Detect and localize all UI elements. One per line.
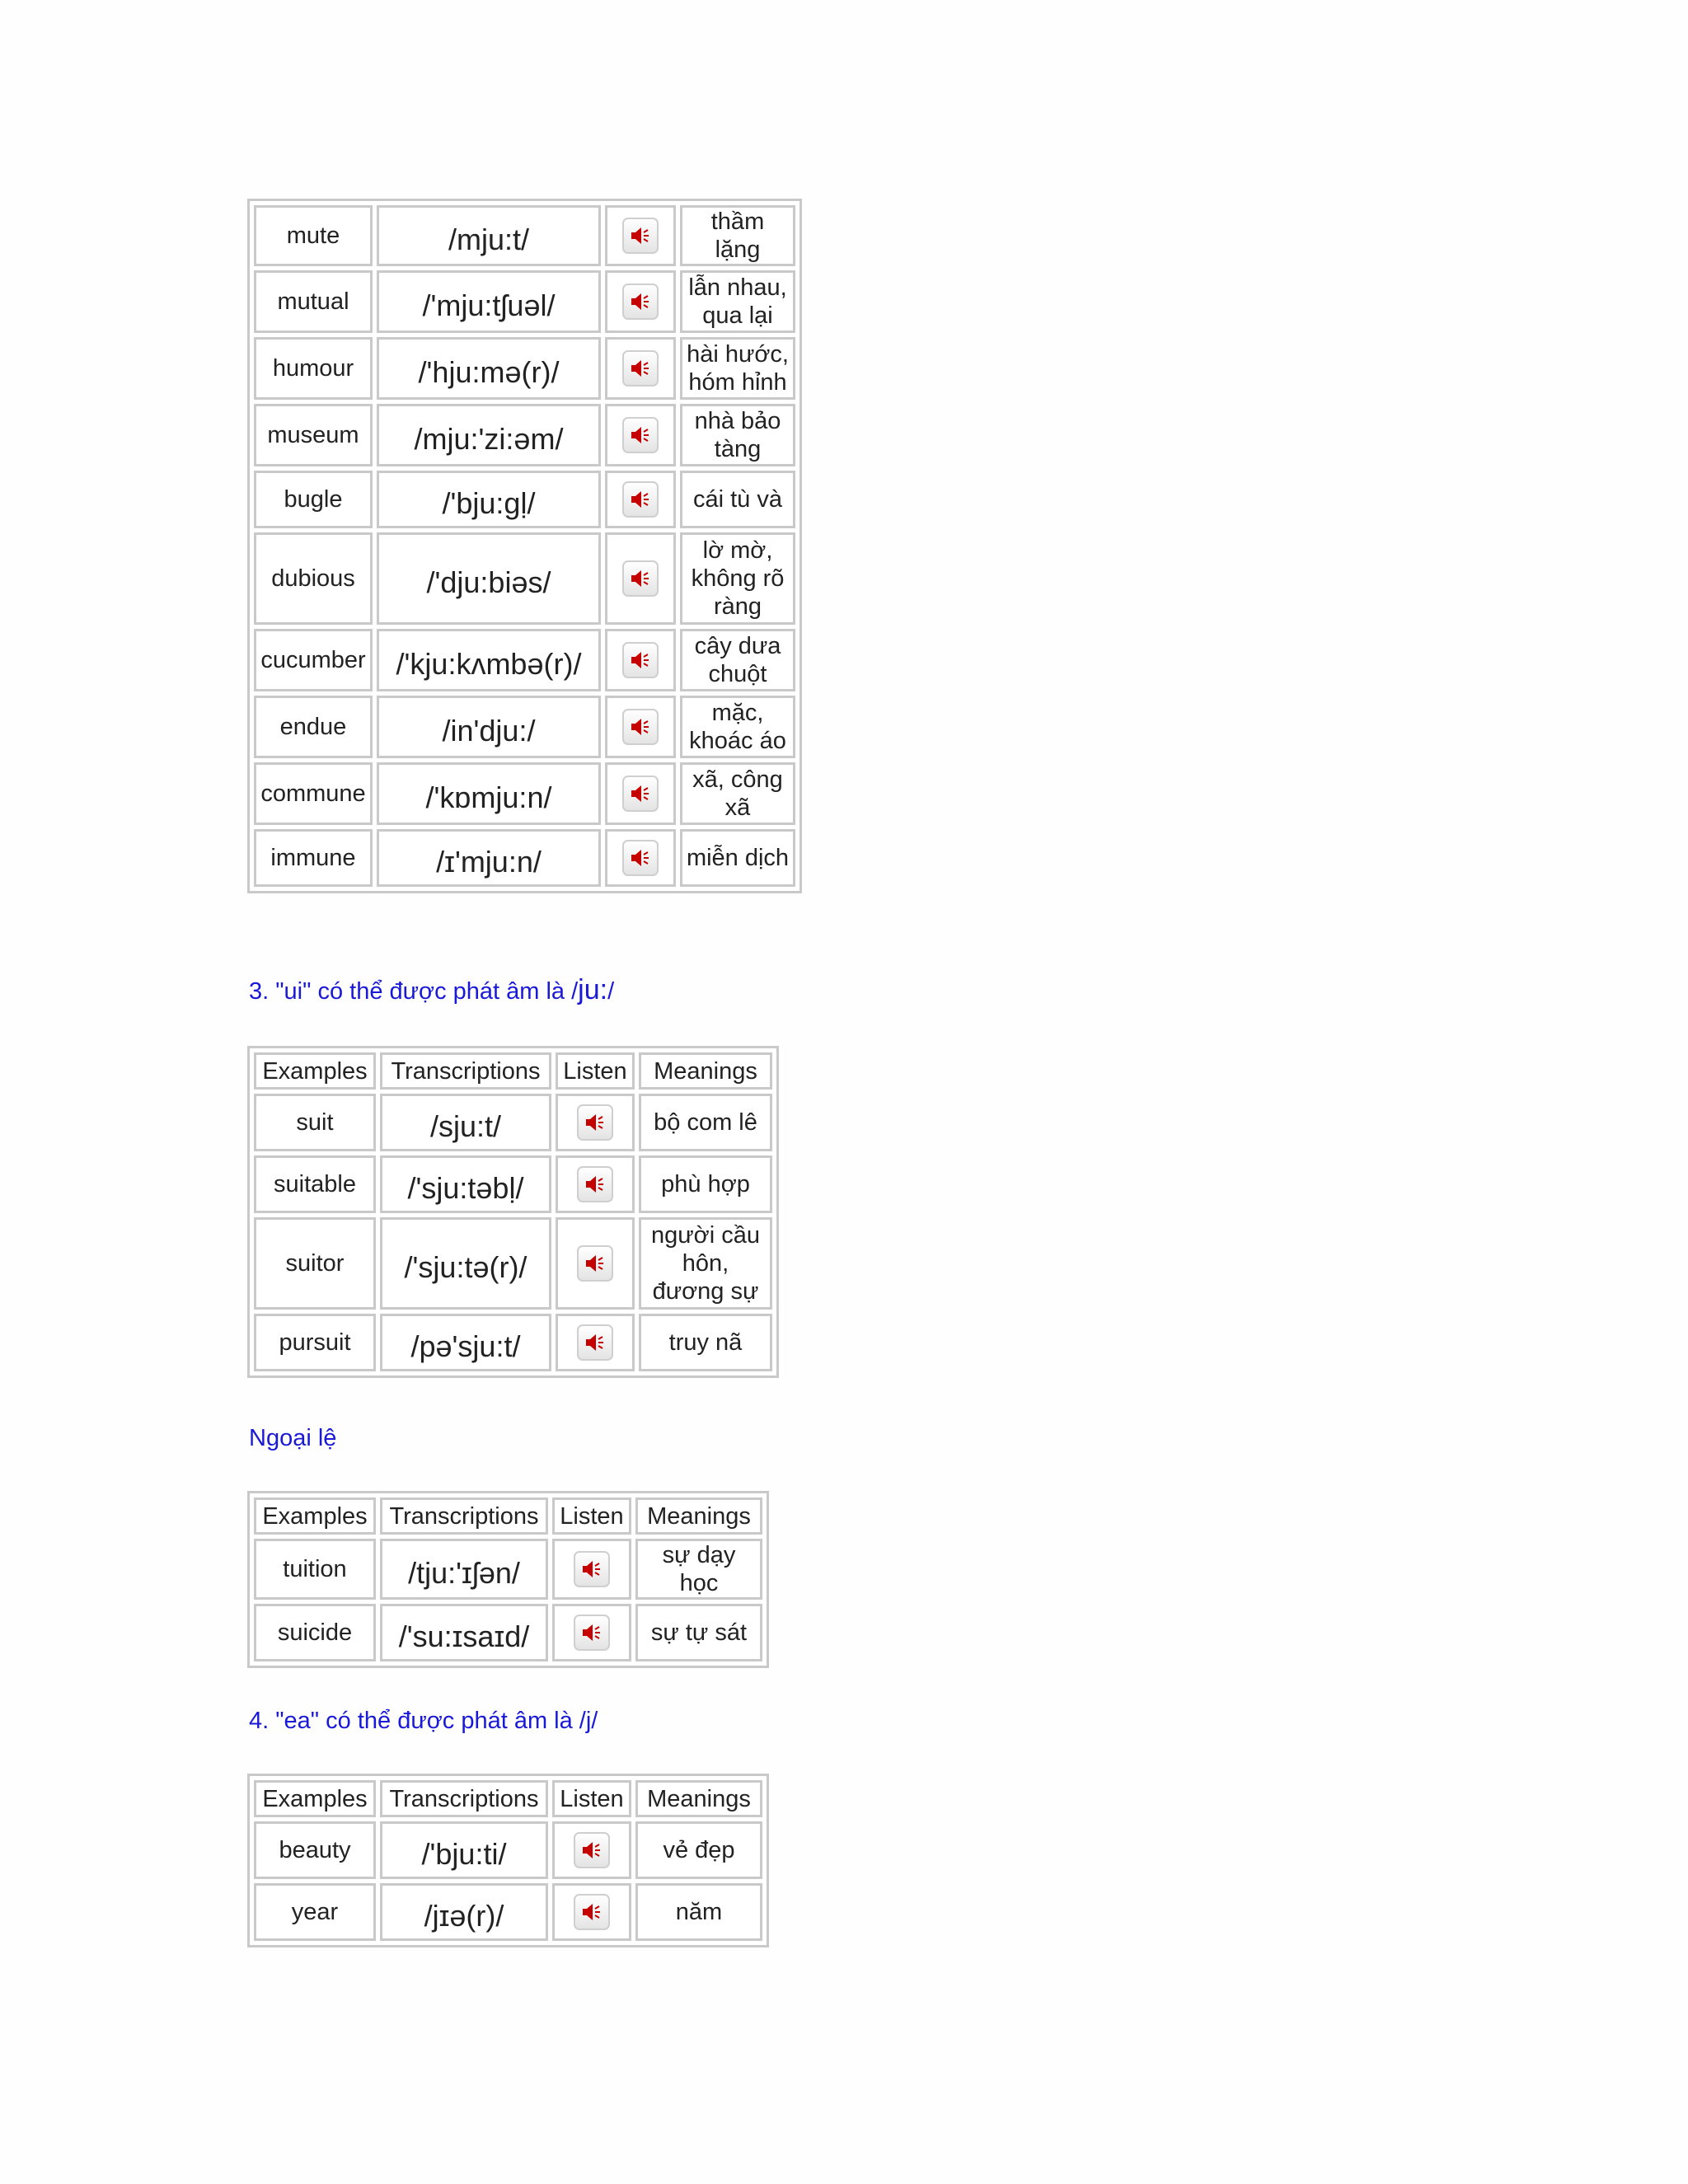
example-cell: beauty (254, 1821, 376, 1879)
example-cell: suitable (254, 1155, 376, 1213)
speaker-icon (581, 1840, 603, 1860)
header-meanings: Meanings (639, 1052, 772, 1090)
speaker-icon (630, 848, 651, 868)
header-meanings: Meanings (635, 1497, 762, 1535)
listen-cell (552, 1539, 631, 1600)
transcription-cell: /'bju:gḷ/ (377, 471, 601, 528)
speaker-icon (630, 717, 651, 737)
speaker-icon (630, 292, 651, 312)
listen-button[interactable] (622, 709, 659, 745)
listen-button[interactable] (574, 1832, 610, 1868)
speaker-icon (630, 784, 651, 804)
listen-button[interactable] (622, 284, 659, 320)
table-header-row (254, 1780, 762, 1817)
example-cell: year (254, 1883, 376, 1941)
vocab-table-ea (247, 1774, 769, 1947)
example-cell: dubious (254, 532, 373, 625)
transcription-cell: /'hju:mə(r)/ (377, 337, 601, 400)
table-row (254, 532, 795, 625)
example-cell: cucumber (254, 629, 373, 691)
table-row (254, 762, 795, 825)
listen-cell (605, 629, 676, 691)
speaker-icon (584, 1254, 606, 1273)
listen-cell (556, 1155, 635, 1213)
listen-cell (605, 471, 676, 528)
vocab-table-exceptions-body (254, 1497, 762, 1661)
example-cell: suitor (254, 1217, 376, 1310)
header-examples: Examples (254, 1780, 376, 1817)
meaning-cell: truy nã (639, 1314, 772, 1371)
speaker-icon (584, 1113, 606, 1132)
example-cell: endue (254, 696, 373, 758)
transcription-cell: /mju:t/ (377, 205, 601, 266)
meaning-cell: lờ mờ, không rõ ràng (680, 532, 795, 625)
header-examples: Examples (254, 1497, 376, 1535)
speaker-icon (630, 569, 651, 588)
transcription-cell: /'kɒmju:n/ (377, 762, 601, 825)
speaker-icon (584, 1174, 606, 1194)
table-row (254, 1821, 762, 1879)
table-row (254, 629, 795, 691)
meaning-cell: năm (635, 1883, 762, 1941)
listen-cell (605, 205, 676, 266)
listen-cell (605, 532, 676, 625)
speaker-icon (581, 1623, 603, 1643)
example-cell: mutual (254, 270, 373, 333)
example-cell: humour (254, 337, 373, 400)
listen-cell (556, 1314, 635, 1371)
transcription-cell: /pə'sju:t/ (380, 1314, 551, 1371)
listen-cell (605, 696, 676, 758)
meaning-cell: hài hước, hóm hỉnh (680, 337, 795, 400)
header-transcriptions: Transcriptions (380, 1052, 551, 1090)
header-transcriptions: Transcriptions (380, 1780, 548, 1817)
listen-cell (605, 404, 676, 466)
example-cell: pursuit (254, 1314, 376, 1371)
table-row (254, 1883, 762, 1941)
speaker-icon (581, 1902, 603, 1922)
table-row (254, 1094, 772, 1151)
speaker-icon (630, 650, 651, 670)
meaning-cell: nhà bảo tàng (680, 404, 795, 466)
listen-cell (556, 1094, 635, 1151)
table-row (254, 1314, 772, 1371)
meaning-cell: mặc, khoác áo (680, 696, 795, 758)
transcription-cell: /'dju:biəs/ (377, 532, 601, 625)
table-row (254, 404, 795, 466)
transcription-cell: /mju:'zi:əm/ (377, 404, 601, 466)
listen-cell (552, 1883, 631, 1941)
meaning-cell: người cầu hôn, đương sự (639, 1217, 772, 1310)
speaker-icon (584, 1333, 606, 1352)
listen-button[interactable] (622, 417, 659, 453)
table-row (254, 829, 795, 887)
listen-button[interactable] (577, 1324, 613, 1361)
transcription-cell: /'kju:kʌmbə(r)/ (377, 629, 601, 691)
speaker-icon (630, 425, 651, 445)
listen-button[interactable] (574, 1551, 610, 1587)
transcription-cell: /'sju:tə(r)/ (380, 1217, 551, 1310)
meaning-cell: sự dạy học (635, 1539, 762, 1600)
listen-button[interactable] (622, 218, 659, 254)
listen-cell (605, 270, 676, 333)
listen-button[interactable] (622, 776, 659, 812)
listen-button[interactable] (622, 840, 659, 876)
speaker-icon (630, 490, 651, 509)
transcription-cell: /sju:t/ (380, 1094, 551, 1151)
table-row (254, 1604, 762, 1661)
example-cell: commune (254, 762, 373, 825)
transcription-cell: /jɪə(r)/ (380, 1883, 548, 1941)
table-row (254, 337, 795, 400)
example-cell: immune (254, 829, 373, 887)
example-cell: museum (254, 404, 373, 466)
transcription-cell: /'su:ɪsaɪd/ (380, 1604, 548, 1661)
header-listen: Listen (556, 1052, 635, 1090)
example-cell: suicide (254, 1604, 376, 1661)
transcription-cell: /tju:'ɪʃən/ (380, 1539, 548, 1600)
transcription-cell: /'bju:ti/ (380, 1821, 548, 1879)
header-examples: Examples (254, 1052, 376, 1090)
listen-button[interactable] (622, 481, 659, 518)
listen-cell (556, 1217, 635, 1310)
example-cell: bugle (254, 471, 373, 528)
transcription-cell: /'mju:tʃuəl/ (377, 270, 601, 333)
meaning-cell: vẻ đẹp (635, 1821, 762, 1879)
listen-button[interactable] (574, 1615, 610, 1651)
section-3-heading (249, 975, 614, 1006)
table-row (254, 1539, 762, 1600)
meaning-cell: lẫn nhau, qua lại (680, 270, 795, 333)
vocab-table-1 (247, 199, 802, 893)
meaning-cell: thầm lặng (680, 205, 795, 266)
table-header-row (254, 1497, 762, 1535)
vocab-table-ui-body (254, 1052, 772, 1371)
table-row (254, 696, 795, 758)
example-cell: mute (254, 205, 373, 266)
section-3-heading-text: 3. "ui" có thể được phát âm là / (249, 978, 579, 1005)
transcription-cell: /ɪ'mju:n/ (377, 829, 601, 887)
example-cell: tuition (254, 1539, 376, 1600)
meaning-cell: bộ com lê (639, 1094, 772, 1151)
listen-cell (605, 762, 676, 825)
vocab-table-exceptions (247, 1491, 769, 1668)
table-row (254, 471, 795, 528)
meaning-cell: miễn dịch (680, 829, 795, 887)
header-meanings: Meanings (635, 1780, 762, 1817)
section-4-heading: 4. "ea" có thể được phát âm là /j/ (249, 1708, 598, 1734)
table-row (254, 205, 795, 266)
header-transcriptions: Transcriptions (380, 1497, 548, 1535)
vocab-table-ea-body (254, 1780, 762, 1941)
listen-button[interactable] (622, 560, 659, 597)
meaning-cell: cái tù và (680, 471, 795, 528)
listen-button[interactable] (574, 1894, 610, 1930)
speaker-icon (581, 1559, 603, 1579)
table-row (254, 270, 795, 333)
meaning-cell: xã, công xã (680, 762, 795, 825)
listen-cell (605, 829, 676, 887)
speaker-icon (630, 359, 651, 378)
listen-cell (605, 337, 676, 400)
section-3-heading-ipa: ju: (578, 974, 608, 1005)
meaning-cell: phù hợp (639, 1155, 772, 1213)
table-header-row (254, 1052, 772, 1090)
transcription-cell: /in'dju:/ (377, 696, 601, 758)
header-listen: Listen (552, 1497, 631, 1535)
listen-button[interactable] (577, 1104, 613, 1141)
meaning-cell: sự tự sát (635, 1604, 762, 1661)
table-row (254, 1155, 772, 1213)
listen-button[interactable] (622, 350, 659, 387)
listen-button[interactable] (577, 1245, 613, 1282)
listen-cell (552, 1821, 631, 1879)
listen-cell (552, 1604, 631, 1661)
exceptions-heading: Ngoại lệ (249, 1425, 337, 1451)
listen-button[interactable] (622, 642, 659, 678)
header-listen: Listen (552, 1780, 631, 1817)
table-row (254, 1217, 772, 1310)
vocab-table-ui (247, 1046, 779, 1378)
transcription-cell: /'sju:təbḷ/ (380, 1155, 551, 1213)
section-3-heading-tail: / (607, 978, 615, 1005)
meaning-cell: cây dưa chuột (680, 629, 795, 691)
speaker-icon (630, 226, 651, 246)
vocab-table-1-body (254, 205, 795, 887)
example-cell: suit (254, 1094, 376, 1151)
listen-button[interactable] (577, 1166, 613, 1202)
